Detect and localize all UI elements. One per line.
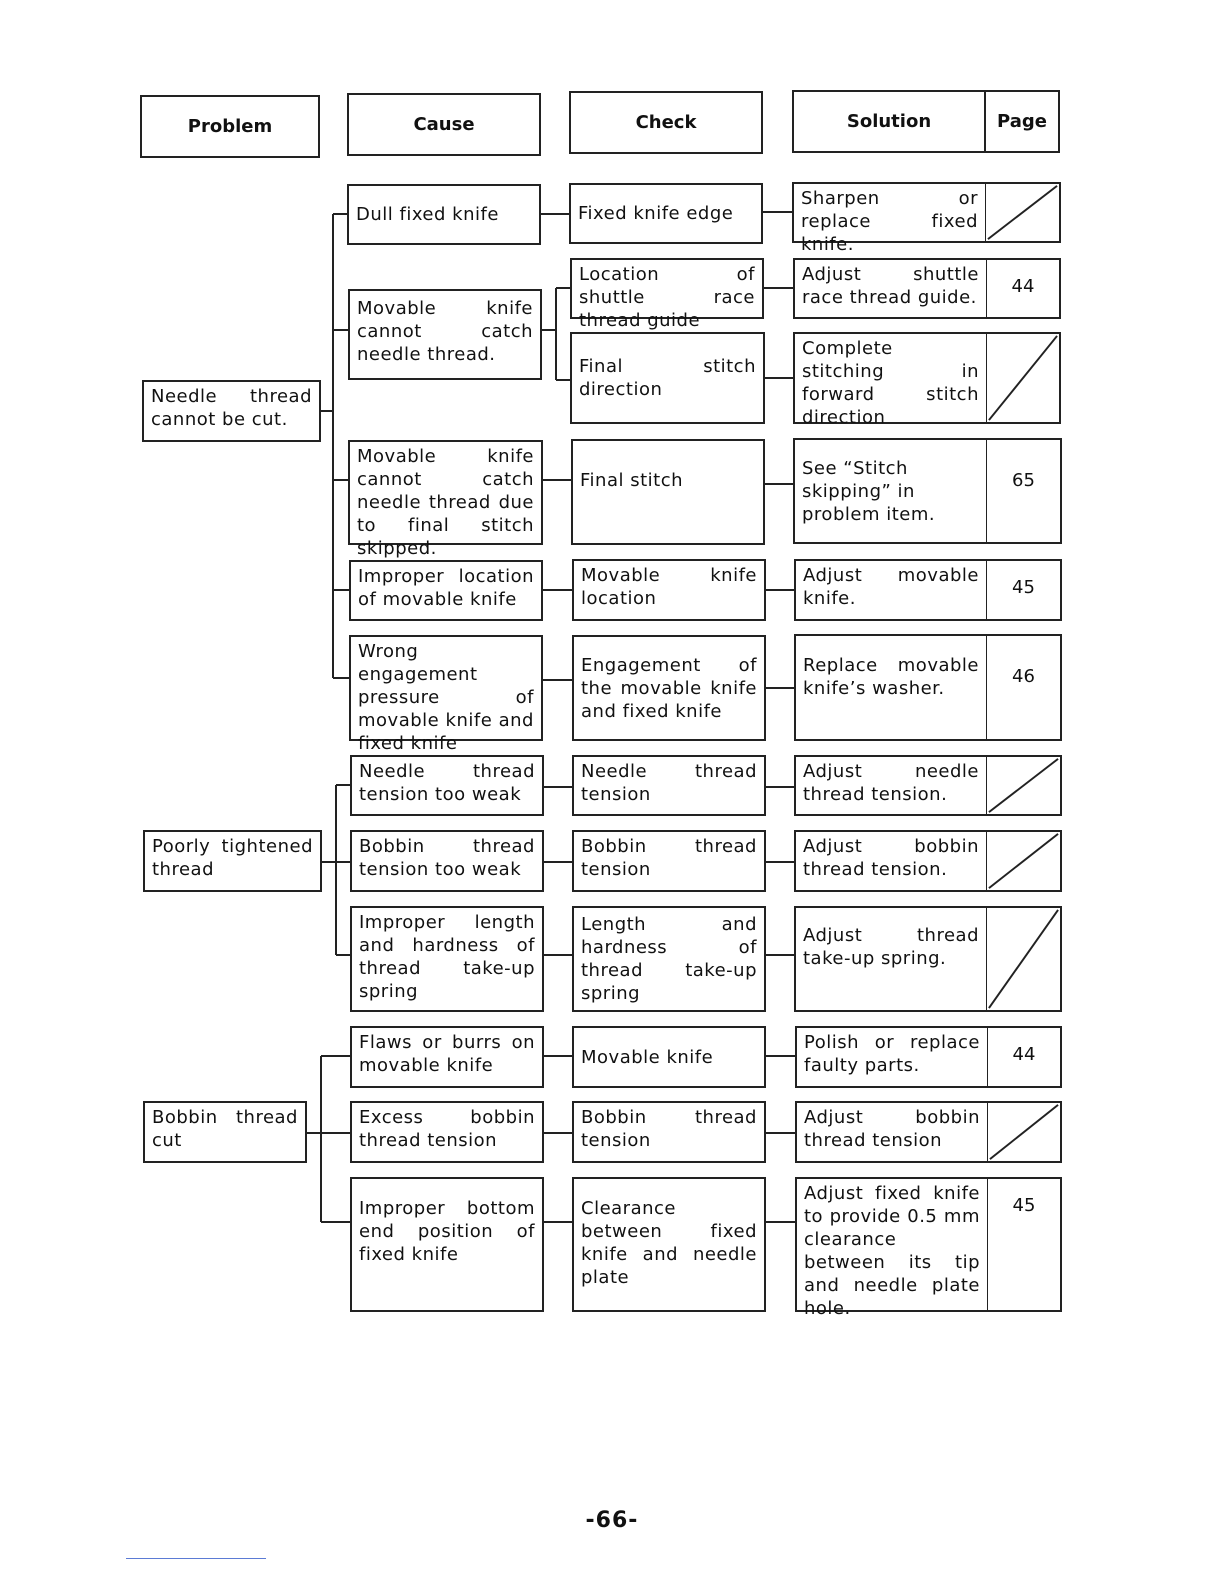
no-page-slash-icon (987, 832, 1060, 890)
solution-1: Sharpen or replace fixed knife. (792, 182, 987, 243)
page-number-2: 44 (1011, 276, 1035, 297)
solution-3: Complete stitching in forward stitch direction (793, 332, 988, 424)
no-page-slash-icon (986, 184, 1059, 241)
solution-10: Polish or replace faulty parts. (795, 1026, 989, 1088)
page-number-5: 45 (1012, 577, 1035, 598)
check-2: Location of shuttle race thread guide (570, 258, 764, 319)
header-solution: Solution (792, 90, 986, 153)
cause-3: Movable knife cannot catch needle thread due to final stitch skipped. (348, 440, 543, 545)
check-12: Clearance between fixed knife and needle plate (572, 1177, 766, 1312)
page-number-12: 45 (1012, 1195, 1036, 1216)
check-10 (572, 1026, 766, 1088)
page-cell-10 (988, 1026, 1062, 1088)
page-cell-7 (987, 755, 1062, 816)
cause-4: Improper location of movable knife (349, 560, 543, 621)
no-page-slash-icon (987, 908, 1060, 1010)
check-4: Final stitch (571, 439, 765, 545)
check-9-text: Length and hardness of thread take-up spring (581, 914, 757, 1004)
scan-artifact-line (126, 1558, 266, 1559)
page-cell-3 (987, 332, 1061, 424)
solution-8: Adjust bobbin thread tension. (794, 830, 988, 892)
check-10-text: Movable knife (581, 1046, 714, 1068)
check-8: Bobbin thread tension (572, 830, 766, 892)
check-1 (569, 183, 763, 244)
page-number-4: 65 (1012, 470, 1035, 491)
solution-9: Adjust thread take-up spring. (794, 906, 988, 1012)
check-11: Bobbin thread tension (572, 1101, 766, 1163)
header-page: Page (984, 90, 1060, 153)
page-number-10: 44 (1012, 1044, 1036, 1065)
cause-10: Excess bobbin thread tension (350, 1101, 544, 1163)
page-cell-8 (987, 830, 1062, 892)
page-cell-2 (987, 258, 1061, 319)
page-cell-4 (987, 438, 1062, 544)
check-3 (570, 332, 765, 424)
cause-1-text: Dull fixed knife (356, 204, 499, 225)
page-number-6: 46 (1012, 666, 1035, 687)
cause-2: Movable knife cannot catch needle thread. (348, 289, 542, 380)
page-cell-1 (986, 182, 1061, 243)
solution-6: Replace movable knife’s washer. (794, 634, 988, 741)
page-cell-5 (987, 559, 1062, 621)
solution-2: Adjust shuttle race thread guide. (793, 258, 988, 319)
check-5: Movable knife location (572, 559, 766, 621)
no-page-slash-icon (987, 757, 1060, 814)
page-cell-12 (988, 1177, 1062, 1312)
check-7: Needle thread tension (572, 755, 766, 816)
problem-needle-thread-cut: Needle thread cannot be cut. (142, 380, 321, 442)
cause-8: Improper length and hardness of thread take-up spring (350, 906, 544, 1012)
no-page-slash-icon (988, 1103, 1060, 1161)
cause-1 (347, 184, 541, 245)
cause-9: Flaws or burrs on movable knife (350, 1026, 544, 1088)
cause-11: Improper bottom end position of fixed knife (350, 1177, 544, 1312)
header-check: Check (569, 91, 763, 154)
solution-7: Adjust needle thread tension. (794, 755, 988, 816)
page-cell-6 (987, 634, 1062, 741)
header-cause: Cause (347, 93, 541, 156)
cause-5: Wrong engagement pressure of movable knife and fixed knife (349, 635, 543, 741)
page-cell-11 (988, 1101, 1062, 1163)
check-1-text: Fixed knife edge (578, 203, 734, 224)
check-3-text: Final stitch direction (579, 356, 756, 400)
no-page-slash-icon (987, 334, 1059, 422)
check-6 (572, 635, 766, 741)
problem-bobbin-thread-cut: Bobbin thread cut (143, 1101, 307, 1163)
solution-4-text: See “Stitch skipping” in problem item. (802, 457, 936, 525)
header-problem: Problem (140, 95, 320, 158)
page-number: -66- (585, 1508, 639, 1533)
cause-6: Needle thread tension too weak (350, 755, 544, 816)
solution-12: Adjust fixed knife to provide 0.5 mm clearance between its tip and needle plate hole. (795, 1177, 989, 1312)
problem-poorly-tightened: Poorly tightened thread (143, 830, 322, 892)
check-9 (572, 906, 766, 1012)
cause-7: Bobbin thread tension too weak (350, 830, 544, 892)
solution-5: Adjust movable knife. (794, 559, 988, 621)
page-cell-9 (987, 906, 1062, 1012)
solution-11: Adjust bobbin thread tension (795, 1101, 989, 1163)
solution-4 (793, 438, 988, 544)
check-6-text: Engagement of the movable knife and fixed knife (581, 654, 757, 722)
